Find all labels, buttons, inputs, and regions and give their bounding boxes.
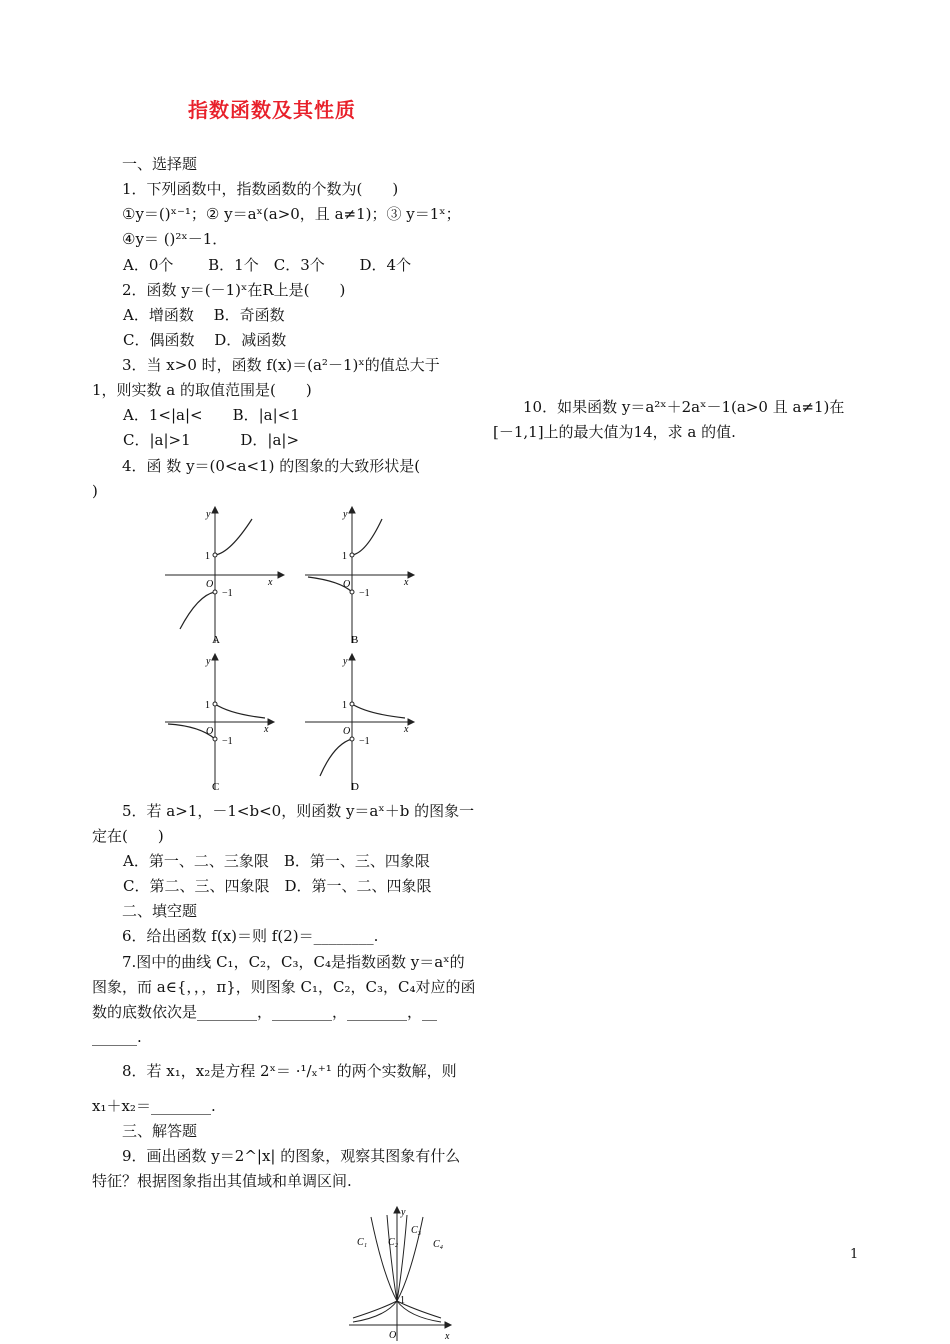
- curve-c4-label: C₄: [433, 1239, 444, 1250]
- tick-one: 1: [342, 700, 347, 711]
- tick-one: 1: [205, 551, 210, 562]
- axis-x-label: x: [404, 724, 409, 735]
- q7-figure: [345, 1205, 460, 1344]
- q10-line2: [－1,1]上的最大值为14，求 a 的值.: [493, 423, 736, 441]
- q4-graph-c: [160, 652, 285, 797]
- axis-x-label: x: [445, 1331, 450, 1342]
- page-number: 1: [850, 1247, 859, 1262]
- tick-one: 1: [400, 1295, 405, 1306]
- axis-y-label: y: [401, 1207, 406, 1218]
- axis-x-label: x: [268, 577, 273, 588]
- origin-label: O: [343, 579, 351, 590]
- axis-x-label: x: [264, 724, 269, 735]
- q8-line2: x₁＋x₂＝________.: [92, 1097, 216, 1115]
- origin-label: O: [206, 726, 214, 737]
- q4-stem-2: ): [92, 482, 98, 500]
- q9-line2: 特征？根据图象指出其值域和单调区间.: [92, 1172, 352, 1190]
- q2-options-1: A．增函数 B．奇函数: [123, 306, 285, 324]
- q1-line2: ①y＝()ˣ⁻¹；② y＝aˣ(a>0，且 a≠1)；③ y＝1ˣ；: [122, 205, 461, 223]
- q4-graph-b: [300, 505, 425, 650]
- origin-label: O: [389, 1330, 397, 1341]
- page-title: 指数函数及其性质: [188, 98, 356, 122]
- graph-label: D: [351, 781, 359, 793]
- q5-options-2: C．第二、三、四象限 D．第一、二、四象限: [123, 877, 432, 895]
- origin-label: O: [343, 726, 351, 737]
- q7-line1: 7.图中的曲线 C₁，C₂，C₃，C₄是指数函数 y＝aˣ的: [122, 953, 465, 971]
- graph-label: C: [212, 781, 220, 793]
- q6-text: 6．给出函数 f(x)＝则 f(2)＝________.: [122, 927, 379, 945]
- curve-c1-label: C₁: [357, 1237, 368, 1248]
- q3-stem-2: 1，则实数 a 的取值范围是( ): [92, 381, 312, 399]
- q9-line1: 9．画出函数 y＝2^|x| 的图象，观察其图象有什么: [122, 1147, 461, 1165]
- section-heading-answer: 三、解答题: [122, 1122, 198, 1140]
- q7-line2: 图象，而 a∈{，，，π}，则图象 C₁，C₂，C₃，C₄对应的函: [92, 978, 476, 996]
- q3-stem: 3．当 x>0 时，函数 f(x)＝(a²－1)ˣ的值总大于: [122, 356, 440, 374]
- q2-options-2: C．偶函数 D．减函数: [123, 331, 287, 349]
- origin-label: O: [206, 579, 214, 590]
- q1-options: A．0个 B．1个 C．3个 D．4个: [123, 256, 412, 274]
- axis-y-label: y: [206, 656, 211, 667]
- q5-stem-2: 定在( ): [92, 827, 164, 845]
- tick-one: 1: [205, 700, 210, 711]
- section-heading-choice: 一、选择题: [122, 155, 198, 173]
- graph-label: B: [351, 634, 359, 646]
- q4-stem: 4．函 数 y＝(0<a<1) 的图象的大致形状是(: [122, 457, 421, 475]
- q10-line1: 10．如果函数 y＝a²ˣ＋2aˣ－1(a>0 且 a≠1)在: [523, 398, 845, 416]
- tick-minus-one: −1: [222, 736, 233, 747]
- q5-stem: 5．若 a>1，－1<b<0，则函数 y＝aˣ＋b 的图象一: [122, 802, 475, 820]
- q3-options-1: A．1<|a|< B．|a|<1: [123, 406, 300, 424]
- curve-c3-label: C₃: [411, 1225, 422, 1236]
- axis-y-label: y: [206, 509, 211, 520]
- q7-line3: 数的底数依次是________，________，________，__: [92, 1003, 438, 1021]
- graph-label: A: [212, 634, 220, 646]
- axis-y-label: y: [343, 509, 348, 520]
- axis-y-label: y: [343, 656, 348, 667]
- curve-c2-label: C₂: [388, 1237, 399, 1248]
- q4-graph-a: [160, 505, 285, 650]
- q1-line3: ④y＝ ()²ˣ－1．: [122, 230, 228, 248]
- q1-stem: 1．下列函数中，指数函数的个数为( ): [122, 180, 399, 198]
- q2-stem: 2．函数 y＝(－1)ˣ在R上是( ): [122, 281, 346, 299]
- tick-minus-one: −1: [222, 588, 233, 599]
- q8-line1: 8．若 x₁，x₂是方程 2ˣ＝ ·¹/ₓ⁺¹ 的两个实数解，则: [122, 1062, 457, 1080]
- section-heading-fill: 二、填空题: [122, 902, 198, 920]
- axis-x-label: x: [404, 577, 409, 588]
- q5-options-1: A．第一、二、三象限 B．第一、三、四象限: [123, 852, 430, 870]
- q4-graph-d: [300, 652, 425, 797]
- tick-one: 1: [342, 551, 347, 562]
- tick-minus-one: −1: [359, 588, 370, 599]
- q7-line4: ______.: [92, 1028, 142, 1046]
- q3-options-2: C．|a|>1 D．|a|>: [123, 431, 300, 449]
- tick-minus-one: −1: [359, 736, 370, 747]
